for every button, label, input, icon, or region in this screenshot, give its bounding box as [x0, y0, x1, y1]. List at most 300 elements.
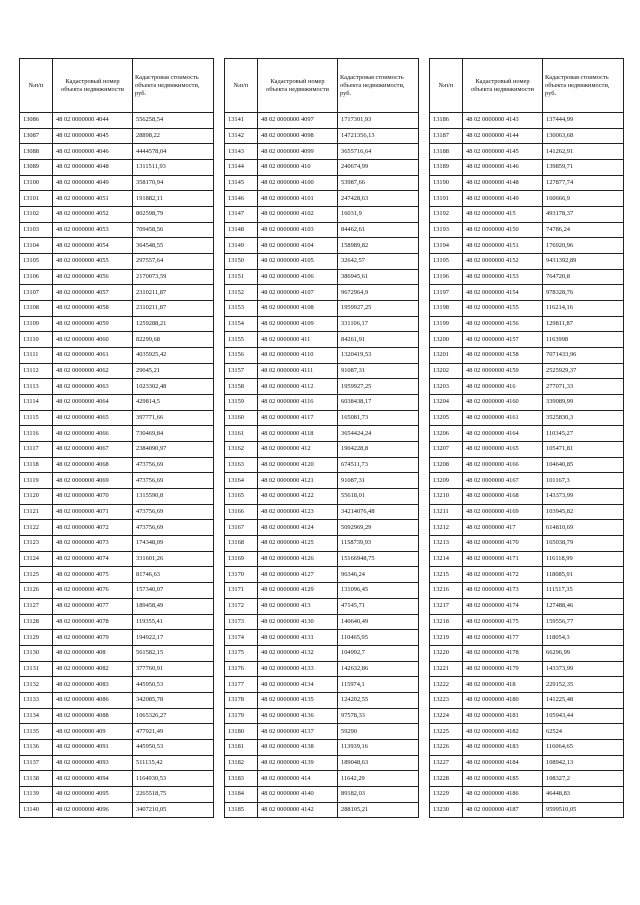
row-number: 13178 [225, 692, 258, 708]
cadastral-number: 48 02 0000000 4136 [258, 708, 338, 724]
table-row [20, 645, 214, 661]
table-row [225, 489, 419, 505]
row-number: 13167 [225, 520, 258, 536]
row-number: 13108 [20, 301, 53, 317]
row-number: 13141 [225, 113, 258, 129]
row-number: 13218 [430, 614, 463, 630]
cadastral-cost: 141262,91 [543, 144, 624, 160]
table-row [225, 677, 419, 693]
table-row [20, 379, 214, 395]
row-number: 13144 [225, 160, 258, 176]
table-header-row [20, 59, 214, 113]
row-number: 13160 [225, 410, 258, 426]
table-row [430, 677, 624, 693]
cadastral-cost: 397771,66 [133, 410, 214, 426]
cadastral-number: 48 02 0000000 4142 [258, 802, 338, 818]
table-row [225, 144, 419, 160]
row-number: 13172 [225, 598, 258, 614]
cadastral-cost: 129811,87 [543, 316, 624, 332]
table-row [225, 692, 419, 708]
cadastral-cost: 277071,33 [543, 379, 624, 395]
cadastral-cost: 386945,61 [338, 269, 419, 285]
cadastral-cost: 342085,78 [133, 692, 214, 708]
row-number: 13210 [430, 489, 463, 505]
table-row [430, 379, 624, 395]
row-number: 13139 [20, 786, 53, 802]
cadastral-number: 48 02 0000000 4130 [258, 614, 338, 630]
cadastral-cost: 764720,8 [543, 269, 624, 285]
row-number: 13175 [225, 645, 258, 661]
cadastral-cost: 55618,01 [338, 489, 419, 505]
row-number: 13115 [20, 410, 53, 426]
table-row [20, 128, 214, 144]
row-number: 13197 [430, 285, 463, 301]
cadastral-cost: 127877,74 [543, 175, 624, 191]
cadastral-number: 48 02 0000000 4146 [463, 160, 543, 176]
cadastral-number: 48 02 0000000 4071 [53, 504, 133, 520]
cadastral-number: 48 02 0000000 4181 [463, 708, 543, 724]
cadastral-number: 48 02 0000000 4140 [258, 786, 338, 802]
cadastral-number: 48 02 0000000 4074 [53, 551, 133, 567]
cadastral-cost: 331601,26 [133, 551, 214, 567]
row-number: 13171 [225, 583, 258, 599]
cadastral-number: 48 02 0000000 4097 [258, 113, 338, 129]
table-row [430, 473, 624, 489]
cadastral-number: 48 02 0000000 4129 [258, 583, 338, 599]
row-number: 13224 [430, 708, 463, 724]
cadastral-cost: 62524 [543, 724, 624, 740]
cadastral-number: 48 02 0000000 4154 [463, 285, 543, 301]
row-number: 13166 [225, 504, 258, 520]
cadastral-cost: 11642,29 [338, 771, 419, 787]
row-number: 13185 [225, 802, 258, 818]
table-row [20, 363, 214, 379]
table-row [20, 692, 214, 708]
table-row [20, 661, 214, 677]
table-row [225, 755, 419, 771]
row-number: 13176 [225, 661, 258, 677]
row-number: 13163 [225, 457, 258, 473]
row-number: 13133 [20, 692, 53, 708]
cadastral-number: 48 02 0000000 4072 [53, 520, 133, 536]
table-row [430, 489, 624, 505]
row-number: 13114 [20, 395, 53, 411]
cadastral-cost: 477921,49 [133, 724, 214, 740]
cadastral-number: 48 02 0000000 4173 [463, 583, 543, 599]
table-row [225, 504, 419, 520]
table-row [225, 269, 419, 285]
cadastral-cost: 1164930,53 [133, 771, 214, 787]
row-number: 13216 [430, 583, 463, 599]
cadastral-number: 48 02 0000000 4062 [53, 363, 133, 379]
cadastral-cost: 82299,68 [133, 332, 214, 348]
cadastral-cost: 4444578,04 [133, 144, 214, 160]
cadastral-cost: 28898,22 [133, 128, 214, 144]
cadastral-cost: 194922,17 [133, 630, 214, 646]
table-row [430, 269, 624, 285]
table-row [225, 771, 419, 787]
row-number: 13208 [430, 457, 463, 473]
row-number: 13227 [430, 755, 463, 771]
cadastral-cost: 561582,15 [133, 645, 214, 661]
row-number: 13191 [430, 191, 463, 207]
cadastral-number: 48 02 0000000 4183 [463, 739, 543, 755]
table-row [20, 598, 214, 614]
cadastral-number: 48 02 0000000 4150 [463, 222, 543, 238]
row-number: 13188 [430, 144, 463, 160]
cadastral-cost: 364548,55 [133, 238, 214, 254]
table-header-row [430, 59, 624, 113]
row-number: 13205 [430, 410, 463, 426]
cadastral-number: 48 02 0000000 4160 [463, 395, 543, 411]
row-number: 13142 [225, 128, 258, 144]
row-number: 13183 [225, 771, 258, 787]
row-number: 13088 [20, 144, 53, 160]
cadastral-number: 48 02 0000000 413 [258, 598, 338, 614]
table-row [20, 348, 214, 364]
table-row [225, 222, 419, 238]
row-number: 13194 [430, 238, 463, 254]
row-number: 13117 [20, 442, 53, 458]
cadastral-cost: 116118,99 [543, 551, 624, 567]
row-number: 13214 [430, 551, 463, 567]
cadastral-cost: 4035925,42 [133, 348, 214, 364]
row-number: 13086 [20, 113, 53, 129]
table-row [430, 348, 624, 364]
cadastral-number: 48 02 0000000 4106 [258, 269, 338, 285]
cadastral-cost: 137444,99 [543, 113, 624, 129]
table-row [430, 583, 624, 599]
table-row [225, 520, 419, 536]
cadastral-number: 48 02 0000000 4155 [463, 301, 543, 317]
cadastral-number: 48 02 0000000 4075 [53, 567, 133, 583]
cadastral-cost: 331106,17 [338, 316, 419, 332]
table-row [430, 113, 624, 129]
cadastral-number: 48 02 0000000 4103 [258, 222, 338, 238]
cadastral-number: 48 02 0000000 4101 [258, 191, 338, 207]
cadastral-cost: 174348,09 [133, 536, 214, 552]
header-cadastral-cost: Кадастровая стоимость объекта недвижимости, руб. [543, 59, 624, 113]
table-row [20, 238, 214, 254]
cadastral-number: 48 02 0000000 4105 [258, 254, 338, 270]
cadastral-cost: 108942,13 [543, 755, 624, 771]
cadastral-cost: 119355,41 [133, 614, 214, 630]
cadastral-cost: 1259288,21 [133, 316, 214, 332]
cadastral-number: 48 02 0000000 4171 [463, 551, 543, 567]
cadastral-cost: 1065326,27 [133, 708, 214, 724]
table-row [225, 708, 419, 724]
cadastral-number: 48 02 0000000 4121 [258, 473, 338, 489]
row-number: 13229 [430, 786, 463, 802]
row-number: 13189 [430, 160, 463, 176]
cadastral-cost: 2384090,97 [133, 442, 214, 458]
cadastral-number: 48 02 0000000 4149 [463, 191, 543, 207]
cadastral-number: 48 02 0000000 4134 [258, 677, 338, 693]
cadastral-cost: 110465,95 [338, 630, 419, 646]
cadastral-number: 48 02 0000000 4077 [53, 598, 133, 614]
row-number: 13225 [430, 724, 463, 740]
table-row [430, 598, 624, 614]
cadastral-cost: 110345,27 [543, 426, 624, 442]
row-number: 13219 [430, 630, 463, 646]
cadastral-number: 48 02 0000000 409 [53, 724, 133, 740]
table-row [20, 504, 214, 520]
cadastral-number: 48 02 0000000 4051 [53, 191, 133, 207]
cadastral-number: 48 02 0000000 4064 [53, 395, 133, 411]
table-row [430, 301, 624, 317]
header-cadastral-number: Кадастровый номер объекта недвижимости [53, 59, 133, 113]
cadastral-number: 48 02 0000000 4170 [463, 536, 543, 552]
cadastral-cost: 111517,35 [543, 583, 624, 599]
table-row [20, 191, 214, 207]
cadastral-number: 48 02 0000000 4135 [258, 692, 338, 708]
cadastral-number: 48 02 0000000 4053 [53, 222, 133, 238]
cadastral-cost: 91087,31 [338, 473, 419, 489]
row-number: 13162 [225, 442, 258, 458]
cadastral-cost: 104992,7 [338, 645, 419, 661]
table-row [20, 175, 214, 191]
cadastral-number: 48 02 0000000 4098 [258, 128, 338, 144]
table-row [430, 771, 624, 787]
cadastral-number: 48 02 0000000 4112 [258, 379, 338, 395]
cadastral-number: 48 02 0000000 4139 [258, 755, 338, 771]
table-row [225, 160, 419, 176]
cadastral-number: 48 02 0000000 4138 [258, 739, 338, 755]
cadastral-cost: 556258,54 [133, 113, 214, 129]
cadastral-number: 48 02 0000000 4110 [258, 348, 338, 364]
cadastral-cost: 1320419,53 [338, 348, 419, 364]
row-number: 13106 [20, 269, 53, 285]
table-row [225, 379, 419, 395]
cadastral-cost: 377760,91 [133, 661, 214, 677]
cadastral-number: 48 02 0000000 4091 [53, 739, 133, 755]
table-row [430, 238, 624, 254]
row-number: 13157 [225, 363, 258, 379]
row-number: 13135 [20, 724, 53, 740]
cadastral-number: 48 02 0000000 4044 [53, 113, 133, 129]
table-row [430, 207, 624, 223]
row-number: 13174 [225, 630, 258, 646]
cadastral-cost: 473756,69 [133, 504, 214, 520]
cadastral-number: 48 02 0000000 4070 [53, 489, 133, 505]
registry-table-1 [19, 58, 214, 818]
table-row [20, 254, 214, 270]
table-row [20, 473, 214, 489]
cadastral-number: 48 02 0000000 4165 [463, 442, 543, 458]
cadastral-cost: 84261,91 [338, 332, 419, 348]
cadastral-number: 48 02 0000000 4054 [53, 238, 133, 254]
table-row [20, 285, 214, 301]
cadastral-number: 48 02 0000000 4096 [53, 802, 133, 818]
table-row [430, 708, 624, 724]
cadastral-number: 48 02 0000000 4132 [258, 645, 338, 661]
table-row [430, 191, 624, 207]
cadastral-cost: 9431392,89 [543, 254, 624, 270]
table-row [430, 160, 624, 176]
row-number: 13107 [20, 285, 53, 301]
cadastral-cost: 1904228,8 [338, 442, 419, 458]
table-row [430, 739, 624, 755]
table-row [225, 630, 419, 646]
cadastral-cost: 116214,16 [543, 301, 624, 317]
table-row [225, 567, 419, 583]
header-number: №п/п [20, 59, 53, 113]
cadastral-cost: 2265518,75 [133, 786, 214, 802]
cadastral-cost: 118085,91 [543, 567, 624, 583]
row-number: 13213 [430, 536, 463, 552]
row-number: 13127 [20, 598, 53, 614]
row-number: 13120 [20, 489, 53, 505]
row-number: 13159 [225, 395, 258, 411]
cadastral-cost: 141225,48 [543, 692, 624, 708]
table-row [430, 332, 624, 348]
cadastral-number: 48 02 0000000 4169 [463, 504, 543, 520]
cadastral-cost: 189048,63 [338, 755, 419, 771]
cadastral-number: 48 02 0000000 4086 [53, 692, 133, 708]
cadastral-number: 48 02 0000000 4120 [258, 457, 338, 473]
cadastral-number: 48 02 0000000 4179 [463, 661, 543, 677]
cadastral-number: 48 02 0000000 4099 [258, 144, 338, 160]
table-row [20, 489, 214, 505]
cadastral-number: 48 02 0000000 410 [258, 160, 338, 176]
cadastral-cost: 978328,76 [543, 285, 624, 301]
table-row [225, 254, 419, 270]
table-row [20, 301, 214, 317]
cadastral-cost: 81746,63 [133, 567, 214, 583]
table-row [430, 661, 624, 677]
table-row [20, 395, 214, 411]
row-number: 13153 [225, 301, 258, 317]
cadastral-number: 48 02 0000000 4082 [53, 661, 133, 677]
cadastral-cost: 2170073,59 [133, 269, 214, 285]
table-row [225, 551, 419, 567]
row-number: 13222 [430, 677, 463, 693]
row-number: 13131 [20, 661, 53, 677]
row-number: 13140 [20, 802, 53, 818]
table-row [20, 426, 214, 442]
table-row [225, 395, 419, 411]
row-number: 13105 [20, 254, 53, 270]
row-number: 13192 [430, 207, 463, 223]
cadastral-number: 48 02 0000000 4184 [463, 755, 543, 771]
cadastral-cost: 191882,11 [133, 191, 214, 207]
table-row [225, 207, 419, 223]
cadastral-cost: 104640,85 [543, 457, 624, 473]
row-number: 13129 [20, 630, 53, 646]
cadastral-number: 48 02 0000000 4111 [258, 363, 338, 379]
cadastral-cost: 91087,31 [338, 363, 419, 379]
cadastral-number: 48 02 0000000 4127 [258, 567, 338, 583]
cadastral-number: 48 02 0000000 4078 [53, 614, 133, 630]
table-row [20, 802, 214, 818]
table-row [225, 598, 419, 614]
cadastral-cost: 158989,82 [338, 238, 419, 254]
cadastral-cost: 674511,73 [338, 457, 419, 473]
table-row [20, 614, 214, 630]
row-number: 13221 [430, 661, 463, 677]
cadastral-number: 48 02 0000000 4164 [463, 426, 543, 442]
cadastral-number: 48 02 0000000 4100 [258, 175, 338, 191]
cadastral-number: 48 02 0000000 4123 [258, 504, 338, 520]
cadastral-cost: 113939,16 [338, 739, 419, 755]
table-row [225, 739, 419, 755]
cadastral-number: 48 02 0000000 4125 [258, 536, 338, 552]
cadastral-cost: 157340,07 [133, 583, 214, 599]
cadastral-cost: 53987,66 [338, 175, 419, 191]
header-cadastral-number: Кадастровый номер объекта недвижимости [258, 59, 338, 113]
cadastral-number: 48 02 0000000 4182 [463, 724, 543, 740]
table-row [20, 724, 214, 740]
table-row [430, 457, 624, 473]
cadastral-cost: 47145,71 [338, 598, 419, 614]
table-row [225, 536, 419, 552]
table-row [430, 285, 624, 301]
cadastral-cost: 1163998 [543, 332, 624, 348]
cadastral-cost: 3525830,3 [543, 410, 624, 426]
cadastral-cost: 9599510,05 [543, 802, 624, 818]
table-row [430, 692, 624, 708]
row-number: 13152 [225, 285, 258, 301]
row-number: 13165 [225, 489, 258, 505]
cadastral-number: 48 02 0000000 4175 [463, 614, 543, 630]
row-number: 13161 [225, 426, 258, 442]
cadastral-cost: 339089,99 [543, 395, 624, 411]
row-number: 13119 [20, 473, 53, 489]
table-row [430, 630, 624, 646]
cadastral-number: 48 02 0000000 4186 [463, 786, 543, 802]
cadastral-cost: 511135,42 [133, 755, 214, 771]
header-cadastral-cost: Кадастровая стоимость объекта недвижимости, руб. [338, 59, 419, 113]
cadastral-number: 48 02 0000000 4055 [53, 254, 133, 270]
cadastral-number: 48 02 0000000 4073 [53, 536, 133, 552]
cadastral-cost: 5092969,29 [338, 520, 419, 536]
header-number: №п/п [225, 59, 258, 113]
table-row [430, 802, 624, 818]
table-row [430, 128, 624, 144]
cadastral-number: 48 02 0000000 4066 [53, 426, 133, 442]
cadastral-number: 48 02 0000000 4046 [53, 144, 133, 160]
cadastral-number: 48 02 0000000 4159 [463, 363, 543, 379]
table-row [430, 442, 624, 458]
cadastral-cost: 730469,84 [133, 426, 214, 442]
table-row [225, 191, 419, 207]
row-number: 13089 [20, 160, 53, 176]
cadastral-cost: 34214076,48 [338, 504, 419, 520]
cadastral-number: 48 02 0000000 417 [463, 520, 543, 536]
cadastral-cost: 96346,24 [338, 567, 419, 583]
table-row [225, 473, 419, 489]
table-row [20, 739, 214, 755]
table-row [225, 410, 419, 426]
table-row [20, 786, 214, 802]
table-row [20, 536, 214, 552]
cadastral-cost: 802598,79 [133, 207, 214, 223]
cadastral-number: 48 02 0000000 4102 [258, 207, 338, 223]
cadastral-cost: 6038438,17 [338, 395, 419, 411]
table-row [430, 426, 624, 442]
row-number: 13226 [430, 739, 463, 755]
header-number: №п/п [430, 59, 463, 113]
row-number: 13173 [225, 614, 258, 630]
cadastral-cost: 124202,55 [338, 692, 419, 708]
cadastral-number: 48 02 0000000 4156 [463, 316, 543, 332]
row-number: 13116 [20, 426, 53, 442]
cadastral-number: 48 02 0000000 4117 [258, 410, 338, 426]
row-number: 13147 [225, 207, 258, 223]
cadastral-cost: 101167,3 [543, 473, 624, 489]
cadastral-cost: 3654424,24 [338, 426, 419, 442]
cadastral-number: 48 02 0000000 4095 [53, 786, 133, 802]
